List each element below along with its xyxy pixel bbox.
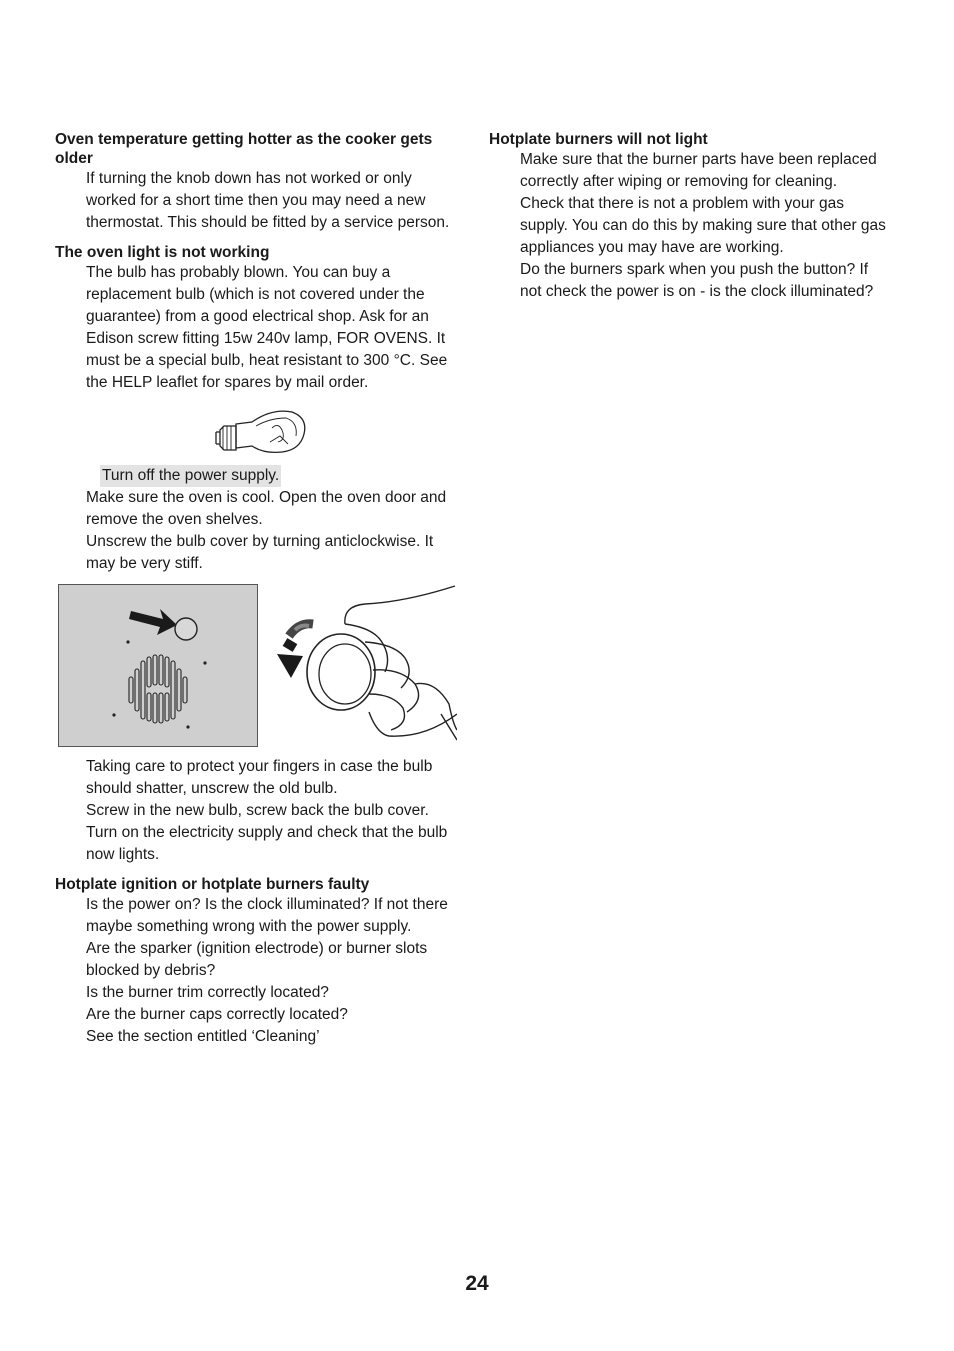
section-burners-not-light [489,130,909,303]
text-line: Unscrew the bulb cover by turning anticlockwise. It [86,533,434,550]
right-column [489,130,909,312]
heading-oven-temperature: Oven temperature getting hotter as the cooker gets older [55,131,433,167]
body-burners-not-light [520,149,909,303]
oven-bulb-icon [212,406,467,462]
text-line: See the section entitled ‘Cleaning’ [86,1028,320,1045]
text-line: not check the power is on - is the clock illuminated? [520,283,874,300]
text-line: If turning the knob down has not worked or only [86,170,412,187]
text-line: Edison screw fitting 15w 240v lamp, FOR OVENS. It [86,330,446,347]
section-oven-temperature [55,130,467,234]
text-line: now lights. [86,846,160,863]
text-line: Are the burner caps correctly located? [86,1006,348,1023]
text-line: guarantee) from a good electrical shop. Ask for an [86,308,429,325]
text-line: Are the sparker (ignition electrode) or burner slots [86,940,428,957]
body-oven-light [86,262,467,394]
text-line: Do the burners spark when you push the button? If [520,261,869,278]
left-column [55,130,467,1057]
text-line: the HELP leaflet for spares by mail order. [86,374,369,391]
text-line: Check that there is not a problem with your gas [520,195,844,212]
text-line: The bulb has probably blown. You can buy a [86,264,391,281]
text-line: may be very stiff. [86,555,203,572]
steps-oven-light-continued [86,756,467,866]
text-line: Taking care to protect your fingers in case the bulb [86,758,433,775]
heading-hotplate-ignition: Hotplate ignition or hotplate burners faulty [55,876,370,893]
section-oven-light [55,243,467,866]
text-line: supply. You can do this by making sure that other gas [520,217,886,234]
shaded-note: Turn off the power supply. [100,465,281,487]
text-line: Is the burner trim correctly located? [86,984,329,1001]
text-line: blocked by debris? [86,962,216,979]
section-hotplate-ignition [55,875,467,1048]
text-line: must be a special bulb, heat resistant to 300 °C. See [86,352,448,369]
text-line: worked for a short time then you may need a new [86,192,426,209]
hand-unscrewing-illustration [265,584,457,749]
text-line: replacement bulb (which is not covered under the [86,286,425,303]
heading-burners-not-light: Hotplate burners will not light [489,131,708,148]
text-line: correctly after wiping or removing for cleaning. [520,173,838,190]
text-line: Make sure the oven is cool. Open the oven door and [86,489,447,506]
oven-back-panel-illustration [58,584,258,747]
page-number: 24 [465,1272,489,1295]
body-oven-temperature [86,168,467,234]
text-line: thermostat. This should be fitted by a service person. [86,214,450,231]
text-line: Turn on the electricity supply and check that the bulb [86,824,448,841]
text-line: remove the oven shelves. [86,511,263,528]
steps-oven-light [86,487,467,575]
body-hotplate-ignition [86,894,467,1048]
text-line: Screw in the new bulb, screw back the bulb cover. [86,802,429,819]
text-line: should shatter, unscrew the old bulb. [86,780,338,797]
text-line: maybe something wrong with the power supply. [86,918,412,935]
text-line: Make sure that the burner parts have been replaced [520,151,877,168]
heading-oven-light: The oven light is not working [55,244,270,261]
figure-bulb-replacement [55,584,467,748]
text-line: Is the power on? Is the clock illuminated? If not there [86,896,448,913]
text-line: appliances you may have are working. [520,239,784,256]
